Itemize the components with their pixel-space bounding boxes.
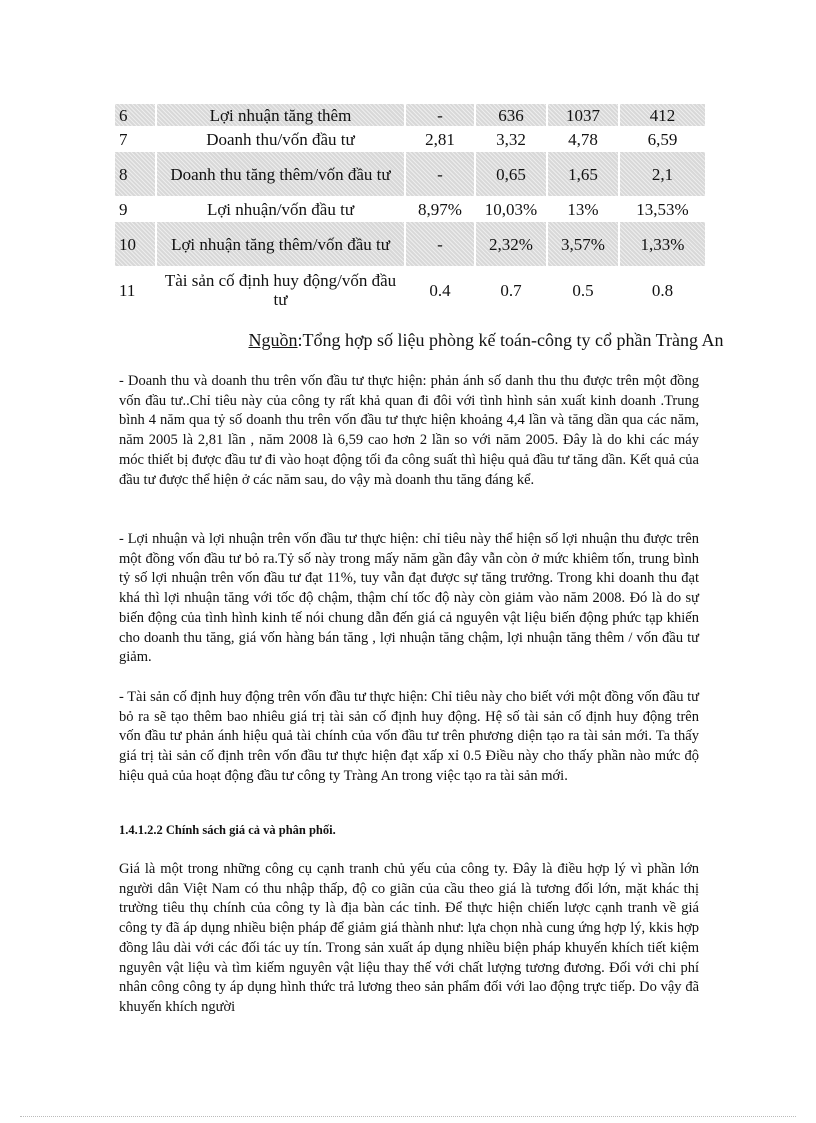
value-2006: 636: [476, 104, 546, 126]
value-2006: 0,65: [476, 152, 546, 196]
value-2007: 3,57%: [548, 222, 618, 266]
row-indicator-name: Lợi nhuận/vốn đầu tư: [157, 198, 404, 220]
value-2007: 1037: [548, 104, 618, 126]
table-row: [115, 128, 705, 150]
row-indicator-name: Doanh thu/vốn đầu tư: [157, 128, 404, 150]
value-2005: 2,81: [406, 128, 474, 150]
table-row: [115, 268, 705, 312]
value-2006: 10,03%: [476, 198, 546, 220]
section-heading: 1.4.1.2.2 Chính sách giá cả và phân phối.: [119, 823, 336, 837]
value-2006: 2,32%: [476, 222, 546, 266]
value-2008: 412: [620, 104, 705, 126]
row-index: 10: [115, 222, 155, 266]
value-2006: 3,32: [476, 128, 546, 150]
value-2008: 0.8: [620, 268, 705, 312]
row-index: 7: [115, 128, 155, 150]
source-text: :Tổng hợp số liệu phòng kế toán-công ty cổ phần Tràng An: [297, 330, 724, 350]
row-index: 11: [115, 268, 155, 312]
value-2005: 8,97%: [406, 198, 474, 220]
row-indicator-name: Lợi nhuận tăng thêm: [157, 104, 404, 126]
row-index: 6: [115, 104, 155, 126]
value-2007: 1,65: [548, 152, 618, 196]
paragraph-pricing-policy: Giá là một trong những công cụ cạnh tranh chủ yếu của công ty. Đây là điều hợp lý vì phần lớn người dân Việt Nam có thu nhập thấp, độ co giãn của cầu theo giá là tương đối lớn, mặt khác thị trường tiêu thụ chính của công ty là địa bàn các tỉnh. Để thực hiện chiến lược cạnh tranh về giá công ty đã áp dụng nhiều biện pháp để giảm giá thành như: lựa chọn nhà cung ứng hợp lý, kkis hợp đồng lâu dài với các đối tác uy tín. Trong sản xuất áp dụng nhiều biện pháp khuyến khích tiết kiệm nguyên vật liệu và tìm kiếm nguyên vật liệu thay thế với chất lượng tương đương. Đối với chi phí nhân công công ty áp dụng hình thức trả lương theo sản phẩm đối với lao động trực tiếp. Do vậy đã khuyến khích người: [119, 861, 699, 1015]
paragraph-fixed-assets: - Tài sản cố định huy động trên vốn đầu tư thực hiện: Chỉ tiêu này cho biết với một đồng vốn đầu tư bỏ ra sẽ tạo thêm bao nhiêu giá trị tài sản cố định huy động. Hệ số tài sản cố định huy động trên vốn đầu tư phản ánh hiệu quả tài chính của vốn đầu tư trên phương diện tạo ra tài sản mới. Ta thấy giá trị tài sản cố định trên vốn đầu tư thực hiện đạt xấp xỉ 0.5 Điều này cho thấy phần nào mức độ hiệu quả của hoạt động đầu tư công ty Tràng An trong việc tạo ra tài sản mới.: [119, 689, 699, 784]
row-indicator-name: Doanh thu tăng thêm/vốn đầu tư: [157, 152, 404, 196]
page-bottom-divider: [20, 1116, 796, 1117]
value-2008: 2,1: [620, 152, 705, 196]
value-2007: 0.5: [548, 268, 618, 312]
paragraph-profit: - Lợi nhuận và lợi nhuận trên vốn đầu tư thực hiện: chỉ tiêu này thể hiện số lợi nhuận thu được trên một đồng vốn đầu tư bỏ ra.Tỷ số này trong mấy năm gần đây vẫn còn ở mức khiêm tốn, trung bình tỷ số lợi nhuận trên vốn đầu tư đạt 11%, tuy vẫn đạt được sự tăng trưởng. Trong khi doanh thu đạt khá thì lợi nhuận tăng với tốc độ chậm, thậm chí tốc độ này còn giảm vào năm 2008. Đó là do sự biến động của tình hình kinh tế nói chung dẫn đến giá cả nguyên vật liệu biến động phức tạp khiến cho doanh thu tăng, giá vốn hàng bán tăng , lợi nhuận tăng chậm, lợi nhuận tăng thêm / vốn đầu tư giảm.: [119, 531, 699, 666]
value-2007: 4,78: [548, 128, 618, 150]
table-row: [115, 104, 705, 126]
value-2006: 0.7: [476, 268, 546, 312]
source-caption: [0, 330, 816, 351]
value-2007: 13%: [548, 198, 618, 220]
indicator-table: [113, 102, 707, 314]
value-2008: 1,33%: [620, 222, 705, 266]
value-2005: 0.4: [406, 268, 474, 312]
row-indicator-name: Lợi nhuận tăng thêm/vốn đầu tư: [157, 222, 404, 266]
value-2005: -: [406, 104, 474, 126]
indicator-table-container: [113, 102, 703, 314]
value-2005: -: [406, 222, 474, 266]
value-2005: -: [406, 152, 474, 196]
row-indicator-name: Tài sản cố định huy động/vốn đầu tư: [157, 268, 404, 312]
source-label: Nguồn: [248, 330, 298, 350]
row-index: 8: [115, 152, 155, 196]
table-row: [115, 198, 705, 220]
value-2008: 13,53%: [620, 198, 705, 220]
table-row: [115, 222, 705, 266]
paragraph-revenue: - Doanh thu và doanh thu trên vốn đầu tư thực hiện: phản ánh số danh thu thu được trên một đồng vốn đầu tư..Chỉ tiêu này của công ty rất khả quan đi đôi với tình hình sản xuất kinh doanh .Trung bình 4 năm qua tỷ số doanh thu trên vốn đầu tư thực hiện khoảng 4,4 lần và tăng dần qua các năm, năm 2005 là 2,81 lần , năm 2008 là 6,59 cao hơn 2 lần so với năm 2005. Đây là do khi các máy móc thiết bị được đầu tư đi vào hoạt động tối đa công suất thì hiệu quả đầu tư tăng dần. Kết quả của đầu tư được thể hiện ở các năm sau, do vậy mà doanh thu tăng đáng kể.: [119, 373, 699, 488]
value-2008: 6,59: [620, 128, 705, 150]
table-row: [115, 152, 705, 196]
row-index: 9: [115, 198, 155, 220]
